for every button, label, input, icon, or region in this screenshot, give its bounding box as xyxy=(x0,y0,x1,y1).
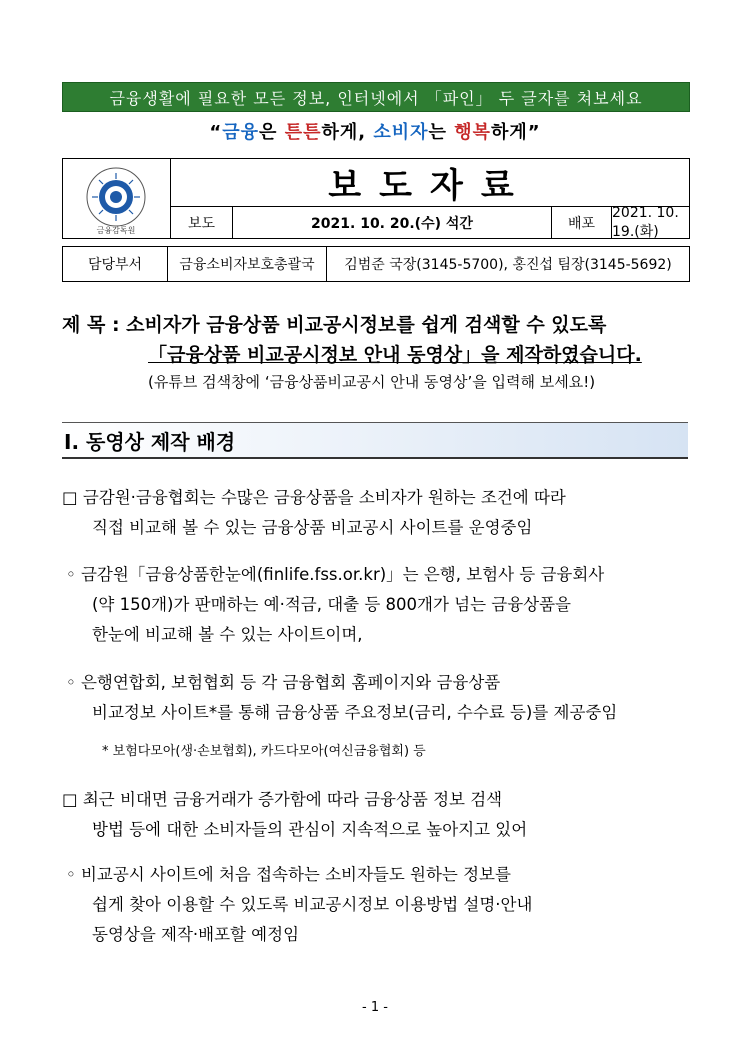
press-release-header xyxy=(62,158,690,239)
contact-label: 담당부서 xyxy=(63,247,168,281)
paragraph-5-line-3: 동영상을 제작·배포할 예정임 xyxy=(92,925,300,944)
page-number: - 1 - xyxy=(362,1000,388,1015)
subject-line-2: 「금융상품 비교공시정보 안내 동영상」을 제작하였습니다. xyxy=(148,344,642,366)
slogan-part: 는 xyxy=(428,122,455,143)
contact-dept: 금융소비자보호총괄국 xyxy=(168,247,327,281)
page-title: 보도자료 xyxy=(171,159,689,207)
footnote: * 보험다모아(생·손보협회), 카드다모아(여신금융협회) 등 xyxy=(102,744,426,759)
slogan xyxy=(0,118,750,144)
paragraph-3-line-2: 비교정보 사이트*를 통해 금융상품 주요정보(금리, 수수료 등)를 제공중임 xyxy=(92,703,618,722)
paragraph-1-line-2: 직접 비교해 볼 수 있는 금융상품 비교공시 사이트를 운영중임 xyxy=(92,518,533,537)
paragraph-5-line-1: ◦ 비교공시 사이트에 처음 접속하는 소비자들도 원하는 정보를 xyxy=(66,865,511,884)
subject-line-1 xyxy=(62,310,606,337)
slogan-quote: “ xyxy=(209,122,223,143)
section-heading xyxy=(62,422,688,459)
dist-date: 2021. 10. 19.(화) xyxy=(612,204,679,240)
slogan-word-strong: 튼튼 xyxy=(284,122,322,143)
report-label: 보도 xyxy=(171,207,233,238)
paragraph-5-line-2: 쉽게 찾아 이용할 수 있도록 비교공시정보 이용방법 설명·안내 xyxy=(92,895,533,914)
subject-text-1: 소비자가 금융상품 비교공시정보를 쉽게 검색할 수 있도록 xyxy=(126,314,607,336)
slogan-word-happy: 행복 xyxy=(454,122,491,143)
contact-people: 김범준 국장(3145-5700), 홍진섭 팀장(3145-5692) xyxy=(344,257,672,273)
paragraph-2-line-2: (약 150개)가 판매하는 예·적금, 대출 등 800개가 넘는 금융상품을 xyxy=(92,595,571,614)
paragraph-4-line-1: □ 최근 비대면 금융거래가 증가함에 따라 금융상품 정보 검색 xyxy=(62,790,503,809)
contact-table xyxy=(62,246,690,282)
slogan-part: 하게, xyxy=(321,122,374,143)
logo-text: 금융감독원 xyxy=(96,226,136,235)
top-banner xyxy=(62,82,690,112)
paragraph-2-line-1: ◦ 금감원「금융상품한눈에(finlife.fss.or.kr)」는 은행, 보험사 등 금융회사 xyxy=(66,565,605,584)
fss-logo xyxy=(63,159,171,238)
dist-label: 배포 xyxy=(552,207,612,238)
paragraph-2-line-3: 한눈에 비교해 볼 수 있는 사이트이며, xyxy=(92,625,363,644)
paragraph-3-line-1: ◦ 은행연합회, 보험협회 등 각 금융협회 홈페이지와 금융상품 xyxy=(66,673,501,692)
slogan-word-consumer: 소비자 xyxy=(373,122,429,143)
fss-emblem-icon xyxy=(63,159,170,238)
slogan-part: 은 xyxy=(259,122,285,143)
section-title: Ⅰ. 동영상 제작 배경 xyxy=(64,429,236,454)
slogan-word-finance: 금융 xyxy=(222,122,260,143)
subject-line-3: (유튜브 검색창에 ‘금융상품비교공시 안내 동영상’을 입력해 보세요!) xyxy=(148,373,596,391)
paragraph-1-line-1: □ 금감원·금융협회는 수많은 금융상품을 소비자가 원하는 조건에 따라 xyxy=(62,488,566,507)
slogan-part: 하게” xyxy=(490,122,541,143)
subject-label: 제 목 : xyxy=(62,314,120,336)
banner-text: 금융생활에 필요한 모든 정보, 인터넷에서 「파인」 두 글자를 쳐보세요 xyxy=(109,88,643,108)
paragraph-4-line-2: 방법 등에 대한 소비자들의 관심이 지속적으로 높아지고 있어 xyxy=(92,820,528,839)
report-date: 2021. 10. 20.(수) 석간 xyxy=(233,207,552,238)
